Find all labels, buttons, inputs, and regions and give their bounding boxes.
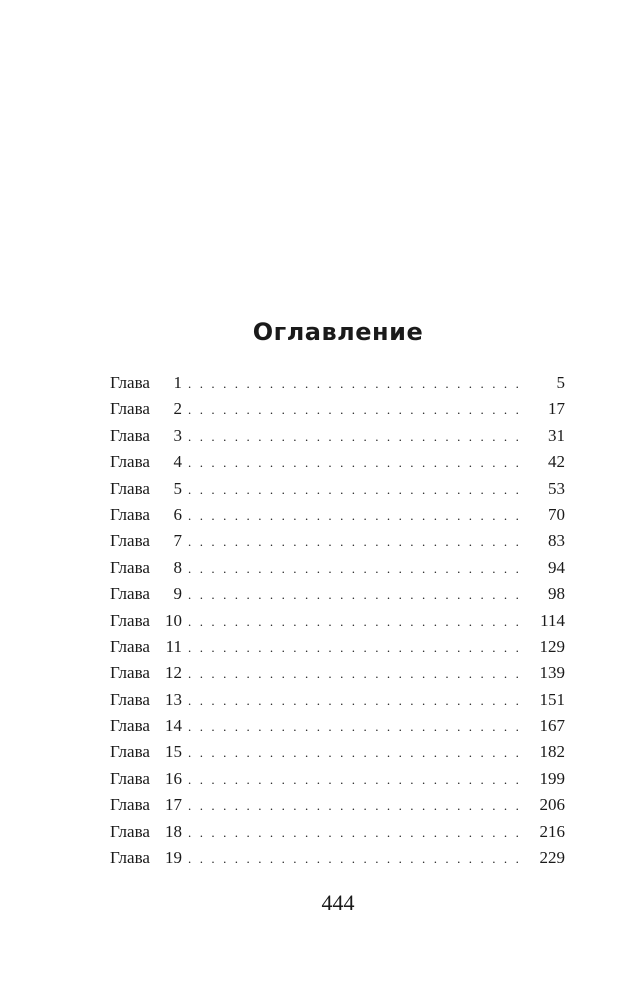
toc-entry-number: 10 [165,610,182,630]
toc-entry-label: Глава [110,373,150,392]
toc-entry[interactable] [110,370,565,396]
toc-entry-page: 31 [548,425,565,445]
toc-entry-page: 216 [539,821,565,841]
toc-entry[interactable] [110,660,565,686]
toc-entry-label: Глава [110,610,150,630]
toc-title: Оглавление [252,318,424,346]
toc-entry-number: 18 [165,821,182,841]
toc-entry-label: Глава [110,716,150,736]
toc-dot-leader [188,556,525,582]
toc-entry-page: 94 [548,557,565,577]
toc-entry-label: Глава [110,584,150,604]
toc-entry-number: 19 [165,848,182,868]
toc-entry-label: Глава [110,795,150,815]
toc-entry-number: 9 [173,584,182,604]
toc-dot-leader [188,767,525,793]
toc-dot-leader [188,529,525,555]
toc-entry-label: Глава [110,848,150,868]
toc-dot-leader [188,820,525,846]
toc-entry-label: Глава [110,504,150,524]
toc-entry-page: 151 [539,689,565,709]
toc-entry[interactable] [110,687,565,713]
toc-entry-label: Глава [110,821,150,841]
toc-dot-leader [188,424,525,450]
toc-dot-leader [188,477,525,503]
toc-entry-page: 83 [548,531,565,551]
toc-entry-label: Глава [110,768,150,788]
toc-dot-leader [188,635,525,661]
toc-dot-leader [188,846,525,872]
toc-entry[interactable] [110,396,565,422]
toc-entry[interactable] [110,739,565,765]
toc-entry[interactable] [110,819,565,845]
toc-entry-number: 4 [173,452,182,472]
toc-entry-page: 199 [539,768,565,788]
toc-entry-label: Глава [110,531,150,551]
toc-entry-label: Глава [110,742,150,762]
toc-entry-page: 53 [548,478,565,498]
toc-entry-number: 7 [173,531,182,551]
toc-dot-leader [188,609,525,635]
toc-entry-page: 42 [548,452,565,472]
toc-entry-page: 167 [539,716,565,736]
toc-entry[interactable] [110,713,565,739]
toc-entry[interactable] [110,555,565,581]
toc-entry-page: 17 [548,399,565,419]
toc-entry-page: 182 [539,742,565,762]
toc-entry-number: 12 [165,663,182,683]
toc-entry-number: 8 [173,557,182,577]
toc-entry[interactable] [110,581,565,607]
toc-entry-label: Глава [110,663,150,683]
toc-entry-page: 98 [548,584,565,604]
page-number: 444 [321,890,355,915]
toc-dot-leader [188,688,525,714]
toc-entry-label: Глава [110,399,150,419]
toc-entry-page: 114 [540,610,565,630]
toc-entry[interactable] [110,528,565,554]
toc-entry-label: Глава [110,636,150,656]
toc-entry-page: 229 [539,848,565,868]
toc-entry-number: 14 [165,716,182,736]
toc-entry-page: 5 [556,373,565,392]
toc-entry-page: 139 [539,663,565,683]
toc-entry[interactable] [110,449,565,475]
toc-entry[interactable] [110,766,565,792]
toc-entry-number: 16 [165,768,182,788]
toc-entry-number: 6 [173,504,182,524]
toc-dot-leader [188,450,525,476]
toc-entry-number: 15 [165,742,182,762]
toc-entry-number: 17 [165,795,182,815]
toc-entry-label: Глава [110,452,150,472]
toc-entry-number: 5 [173,478,182,498]
toc-entry-page: 206 [539,795,565,815]
toc-entry[interactable] [110,502,565,528]
toc-entry[interactable] [110,845,565,871]
toc-entry-page: 70 [548,504,565,524]
toc-dot-leader [188,371,525,397]
toc-entry-number: 11 [165,636,182,656]
toc-dot-leader [188,793,525,819]
toc-dot-leader [188,397,525,423]
toc-entry-label: Глава [110,557,150,577]
toc-dot-leader [188,740,525,766]
toc-dot-leader [188,661,525,687]
toc-dot-leader [188,582,525,608]
toc-entry-number: 3 [173,425,182,445]
toc-entry-label: Глава [110,478,150,498]
toc-entry-label: Глава [110,425,150,445]
toc-entry-number: 1 [173,373,182,392]
toc-entry[interactable] [110,608,565,634]
toc-entry-page: 129 [539,636,565,656]
toc-entry[interactable] [110,634,565,660]
toc-entry[interactable] [110,792,565,818]
toc-dot-leader [188,503,525,529]
toc-entry-number: 13 [165,689,182,709]
toc-entry-number: 2 [173,399,182,419]
toc-entry[interactable] [110,423,565,449]
toc-list [110,370,565,871]
toc-entry-label: Глава [110,689,150,709]
toc-entry[interactable] [110,476,565,502]
toc-dot-leader [188,714,525,740]
